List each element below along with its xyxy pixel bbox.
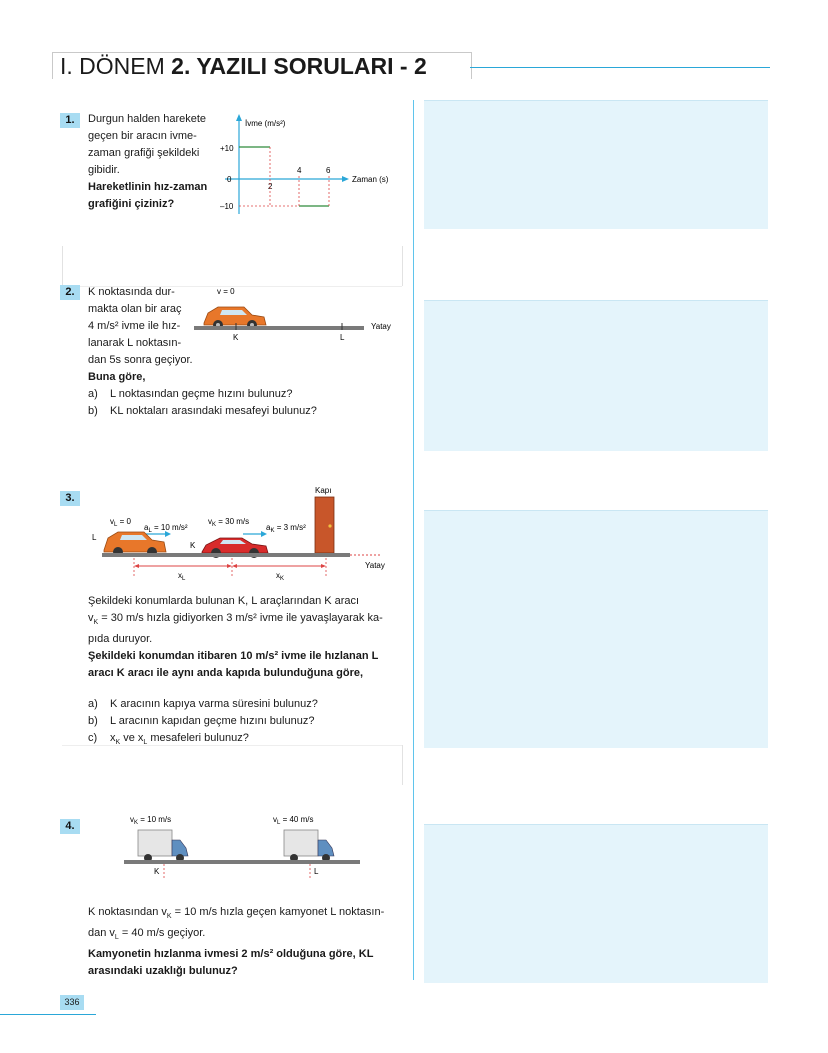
door-icon	[315, 497, 334, 553]
ground-label: Yatay	[371, 322, 391, 331]
question-number-3: 3.	[60, 491, 80, 506]
q1-bracket-left	[62, 246, 63, 286]
car-k-label: K	[190, 541, 196, 550]
q3-figure	[90, 482, 395, 584]
page-number: 336	[60, 995, 84, 1010]
road	[194, 326, 364, 330]
q2-items	[88, 386, 398, 420]
x-axis-label: Zaman (s)	[352, 175, 389, 184]
truck-icon-l	[284, 830, 334, 862]
q3-item-a: a) K aracının kapıya varma süresini bulunuz?	[88, 698, 318, 710]
column-divider	[413, 100, 414, 980]
ground-label: Yatay	[365, 561, 385, 570]
q2-buna-gore: Buna göre,	[88, 371, 146, 383]
y-tick-0: 0	[227, 175, 232, 184]
truck-icon-k	[138, 830, 188, 862]
velocity-label: v = 0	[217, 287, 235, 296]
xl-label: $x_L$	[178, 571, 186, 582]
road	[102, 553, 350, 557]
q3-items	[88, 696, 398, 751]
point-l-label: L	[340, 333, 345, 342]
footer-rule	[0, 1014, 96, 1015]
q3-item-c: c) $x_K$ ve $x_L$ mesafeleri bulunuz?	[88, 732, 249, 747]
title-rule	[470, 67, 770, 68]
answer-box-2[interactable]	[424, 300, 768, 451]
question-number-2: 2.	[60, 285, 80, 300]
q3-item-b: b) L aracının kapıdan geçme hızını bulunuz?	[88, 715, 315, 727]
x-axis-arrow	[342, 176, 349, 182]
answer-box-4[interactable]	[424, 824, 768, 983]
road	[124, 860, 360, 864]
question-number-4: 4.	[60, 819, 80, 834]
y-tick-plus10: +10	[220, 144, 234, 153]
y-tick-minus10: –10	[220, 202, 234, 211]
x-tick-2: 2	[268, 182, 273, 191]
point-k-label: K	[233, 333, 239, 342]
vl-label: $v_L = 40$ m/s	[273, 815, 314, 826]
y-axis-label: İvme (m/s²)	[245, 119, 286, 128]
answer-box-1[interactable]	[424, 100, 768, 229]
vl-label: $v_L = 0$	[110, 517, 131, 528]
x-tick-4: 4	[297, 166, 302, 175]
y-axis-arrow	[236, 114, 242, 121]
al-label: $a_L = 10$ m/s²	[144, 523, 188, 534]
point-l-label: L	[314, 867, 319, 876]
q1-bracket-right	[402, 246, 403, 286]
q2-item-a: a) L noktasından geçme hızını bulunuz?	[88, 388, 293, 400]
car-l-label: L	[92, 533, 97, 542]
answer-box-3[interactable]	[424, 510, 768, 748]
q3-text: Şekildeki konumlarda bulunan K, L araçlarından K aracı $v_K = 30$ m/s hızla gidiyorken 3 m/s² ivme ile yavaşlayarak ka- pıda duruyor. Şekildeki konumdan itibaren 10 m/s² ivme ile hızlanan L aracı K aracı ile aynı anda kapıda bulunduğuna göre,	[88, 595, 383, 680]
page-title: I. DÖNEM 2. YAZILI SORULARI - 2	[60, 53, 427, 79]
q4-figure	[118, 808, 368, 882]
vk-label: $v_K = 10$ m/s	[130, 815, 172, 826]
acceleration-time-graph	[215, 112, 405, 222]
q2-text: K noktasında dur- makta olan bir araç 4 m/s² ivme ile hız- lanarak L noktasın- dan 5s sonra geçiyor.	[88, 286, 193, 366]
x-tick-6: 6	[326, 166, 331, 175]
q2-item-b: b) KL noktaları arasındaki mesafeyi bulunuz?	[88, 405, 317, 417]
door-label: Kapı	[315, 486, 332, 495]
ak-label: $a_K = 3$ m/s²	[266, 523, 306, 534]
q3-bracket-right	[402, 745, 403, 785]
question-number-1: 1.	[60, 113, 80, 128]
vk-label: $v_K = 30$ m/s	[208, 517, 250, 528]
q4-text: K noktasından $v_K = 10$ m/s hızla geçen kamyonet L noktasın- dan $v_L = 40$ m/s geçiyor. Kamyonetin hızlanma ivmesi 2 m/s² olduğuna göre, KL arasındaki uzaklığı bulunuz?	[88, 906, 385, 978]
q1-text: Durgun halden harekete geçen bir aracın ivme- zaman grafiği şekildeki gibidir. Hareketlinin hız-zaman grafiğini çiziniz?	[88, 113, 208, 210]
point-k-label: K	[154, 867, 160, 876]
q2-figure	[190, 283, 405, 345]
xk-label: $x_K$	[276, 571, 285, 582]
